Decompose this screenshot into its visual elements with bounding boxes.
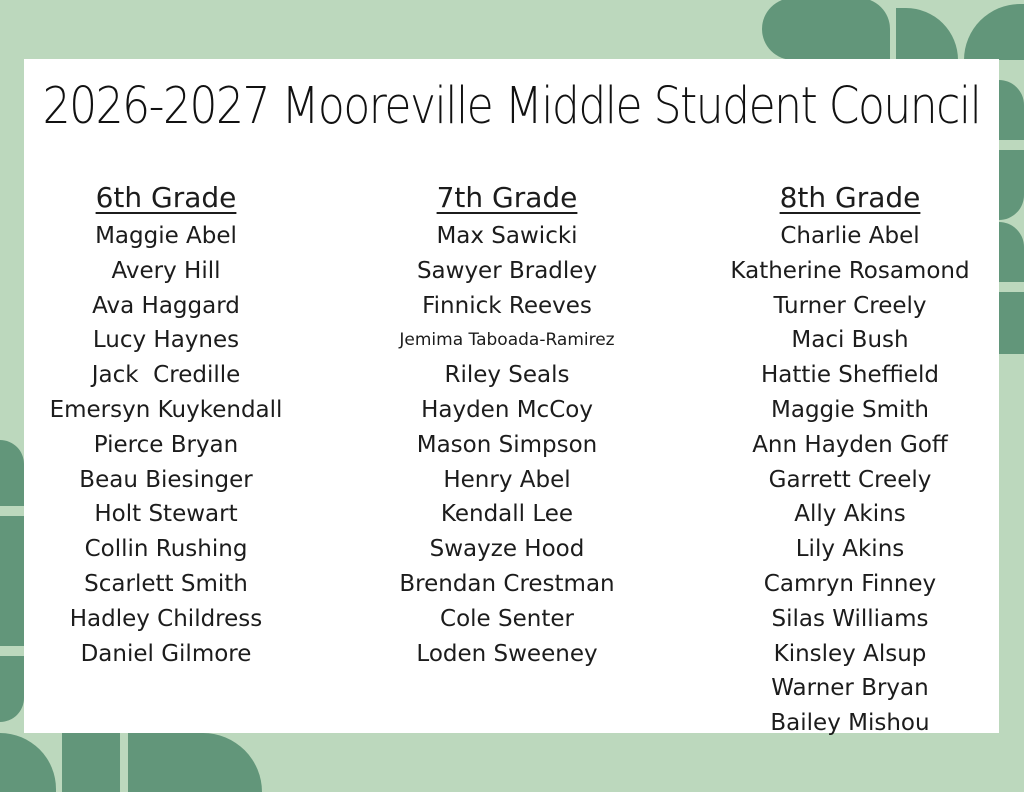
decor-leaf-right-1	[999, 80, 1024, 140]
student-name: Scarlett Smith	[84, 570, 248, 597]
decor-leaf-left-3	[0, 656, 24, 722]
student-name: Collin Rushing	[84, 536, 248, 563]
decor-leaf-left-1	[0, 440, 24, 506]
decor-leaf-bottom-2	[62, 733, 120, 792]
council-roster-card	[24, 59, 999, 737]
student-name: Hattie Sheffield	[761, 362, 939, 389]
student-name: Charlie Abel	[780, 223, 920, 249]
grade-8-column	[700, 180, 1000, 741]
decor-leaf-top-1	[762, 0, 890, 60]
student-name: Hadley Childress	[69, 605, 263, 632]
student-name: Kendall Lee	[440, 501, 574, 528]
student-name: Bailey Mishou	[770, 710, 930, 737]
student-name: Turner Creely	[773, 292, 927, 319]
student-name: Emersyn Kuykendall	[49, 396, 283, 423]
student-name: Holt Stewart	[94, 501, 238, 528]
grade-6-heading: 6th Grade	[95, 181, 237, 214]
student-name: Loden Sweeney	[416, 640, 598, 667]
student-name: Hayden McCoy	[421, 396, 593, 423]
student-name: Ann Hayden Goff	[752, 431, 948, 458]
student-name: Lily Akins	[795, 536, 905, 563]
grade-7-name-list	[347, 219, 667, 671]
student-name: Cole Senter	[440, 605, 574, 632]
student-name: Kinsley Alsup	[773, 640, 927, 667]
student-name: Henry Abel	[443, 466, 571, 493]
student-name: Ally Akins	[794, 501, 906, 528]
student-name: Jemima Taboada-Ramirez	[399, 330, 615, 351]
grade-8-heading: 8th Grade	[779, 181, 921, 214]
decor-leaf-right-3	[999, 222, 1024, 282]
student-name: Jack Credille	[91, 362, 241, 389]
student-name: Sawyer Bradley	[416, 257, 598, 284]
student-name: Maci Bush	[791, 327, 909, 354]
grade-6-name-list	[24, 219, 308, 671]
student-name: Ava Haggard	[92, 292, 240, 319]
student-name: Silas Williams	[771, 605, 929, 632]
decor-leaf-left-2	[0, 516, 24, 646]
student-name: Lucy Haynes	[92, 327, 240, 354]
student-name: Katherine Rosamond	[730, 257, 970, 284]
grade-8-name-list	[700, 219, 1000, 741]
student-name: Beau Biesinger	[79, 466, 253, 493]
grade-6-column	[24, 180, 308, 671]
student-name: Garrett Creely	[768, 466, 932, 493]
student-name: Maggie Abel	[95, 223, 237, 249]
student-name: Daniel Gilmore	[80, 640, 252, 667]
student-name: Pierce Bryan	[93, 431, 239, 458]
student-name: Swayze Hood	[429, 536, 585, 563]
student-name: Riley Seals	[444, 362, 570, 389]
grade-7-column	[347, 180, 667, 671]
student-name: Mason Simpson	[416, 431, 598, 458]
student-name: Camryn Finney	[763, 570, 937, 597]
student-name: Warner Bryan	[771, 675, 929, 702]
decor-leaf-bottom-1	[0, 733, 56, 792]
decor-leaf-top-2	[896, 8, 958, 60]
student-name: Brendan Crestman	[399, 570, 615, 597]
decor-leaf-top-3	[964, 4, 1024, 60]
decor-leaf-bottom-3	[128, 733, 262, 792]
student-name: Maggie Smith	[771, 396, 929, 423]
page-title: 2026-2027 Mooreville Middle Student Council	[42, 77, 981, 136]
student-name: Finnick Reeves	[422, 292, 592, 319]
decor-leaf-right-4	[999, 292, 1024, 354]
decor-leaf-right-2	[999, 150, 1024, 220]
student-name: Avery Hill	[111, 257, 221, 284]
student-name: Max Sawicki	[436, 223, 578, 249]
grade-7-heading: 7th Grade	[436, 181, 578, 214]
